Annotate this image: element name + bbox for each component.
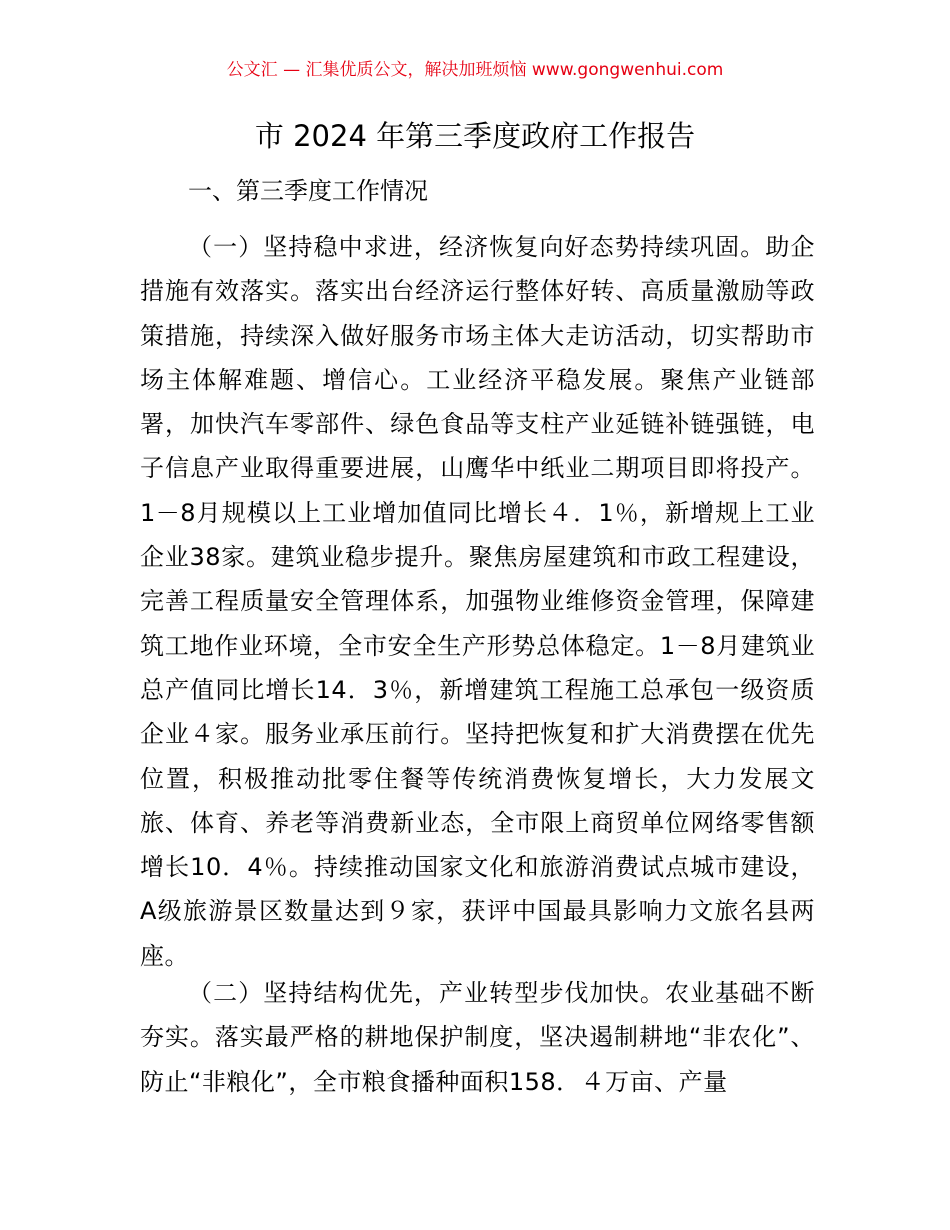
body-paragraph-2: （二）坚持结构优先，产业转型步伐加快。农业基础不断夯实。落实最严格的耕地保护制度，坚决遏制耕地“非农化”、防止“非粮化”，全市粮食播种面积158．４万亩、产量 xyxy=(140,979,815,1096)
header-banner: 公文汇 — 汇集优质公文，解决加班烦恼 www.gongwenhui.com xyxy=(226,60,724,80)
body-paragraph-1: （一）坚持稳中求进，经济恢复向好态势持续巩固。助企措施有效落实。落实出台经济运行整体好转、高质量激励等政策措施，持续深入做好服务市场主体大走访活动，切实帮助市场主体解难题、增信心。工业经济平稳发展。聚焦产业链部署，加快汽车零部件、绿色食品等支柱产业延链补链强链，电子信息产业取得重要进展，山鹰华中纸业二期项目即将投产。1－8月规模以上工业增加值同比增长４．1％，新增规上工业企业38家。建筑业稳步提升。聚焦房屋建筑和市政工程建设，完善工程质量安全管理体系，加强物业维修资金管理，保障建筑工地作业环境，全市安全生产形势总体稳定。1－8月建筑业总产值同比增长14．3％，新增建筑工程施工总承包一级资质企业４家。服务业承压前行。坚持把恢复和扩大消费摆在优先位置，积极推动批零住餐等传统消费恢复增长，大力发展文旅、体育、养老等消费新业态，全市限上商贸单位网络零售额增长10．4％。持续推动国家文化和旅游消费试点城市建设，A级旅游景区数量达到９家，获评中国最具影响力文旅名县两座。 xyxy=(140,233,815,970)
document-title: 市 2024 年第三季度政府工作报告 xyxy=(254,119,696,153)
section-heading: 一、第三季度工作情况 xyxy=(188,177,428,205)
